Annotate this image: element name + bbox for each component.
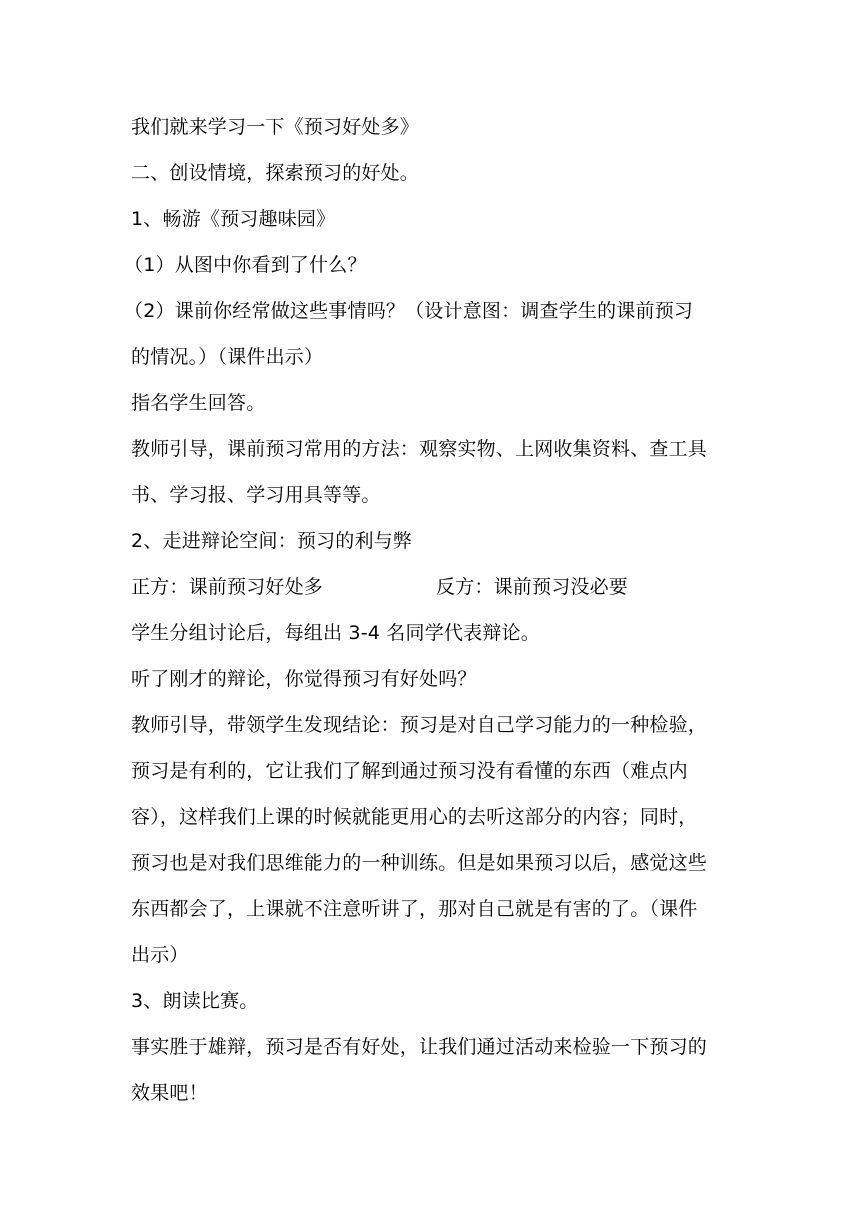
subheading-1: 1、畅游《预习趣味园》 — [131, 208, 336, 230]
text-line-activity-2: 效果吧！ — [131, 1082, 208, 1104]
text-line-conclusion-3: 容），这样我们上课的时候就能更用心的去听这部分的内容；同时， — [131, 806, 698, 828]
subheading-3: 3、朗读比赛。 — [131, 990, 259, 1012]
text-line-conclusion-4: 预习也是对我们思维能力的一种训练。但是如果预习以后，感觉这些 — [131, 852, 708, 874]
text-line-conclusion-2: 预习是有利的，它让我们了解到通过预习没有看懂的东西（难点内 — [131, 760, 688, 782]
text-line-answer: 指名学生回答。 — [131, 392, 266, 414]
text-line-intro: 我们就来学习一下《预习好处多》 — [131, 116, 420, 138]
debate-pro: 正方：课前预习好处多 — [131, 576, 324, 598]
text-line-conclusion-6: 出示） — [131, 944, 189, 966]
text-line-question: 听了刚才的辩论，你觉得预习有好处吗？ — [131, 668, 477, 690]
text-line-activity-1: 事实胜于雄辩，预习是否有好处，让我们通过活动来检验一下预习的 — [131, 1036, 708, 1058]
subheading-2: 2、走进辩论空间：预习的利与弊 — [131, 530, 413, 552]
text-line-guide-cont: 书、学习报、学习用具等等。 — [131, 484, 381, 506]
text-line-conclusion-1: 教师引导，带领学生发现结论：预习是对自己学习能力的一种检验， — [131, 714, 708, 736]
question-2: （2）课前你经常做这些事情吗？（设计意图：调查学生的课前预习 — [124, 300, 694, 322]
section-heading-2: 二、创设情境，探索预习的好处。 — [131, 162, 420, 184]
debate-con: 反方：课前预习没必要 — [436, 576, 629, 598]
text-line-conclusion-5: 东西都会了，上课就不注意听讲了，那对自己就是有害的了。（课件 — [131, 898, 698, 920]
question-1: （1）从图中你看到了什么？ — [124, 254, 367, 276]
debate-row — [131, 575, 731, 599]
question-2-cont: 的情况。）（课件出示） — [131, 346, 324, 368]
text-line-guide: 教师引导，课前预习常用的方法：观察实物、上网收集资料、查工具 — [131, 438, 708, 460]
text-line-groups: 学生分组讨论后，每组出 3-4 名同学代表辩论。 — [131, 622, 540, 644]
